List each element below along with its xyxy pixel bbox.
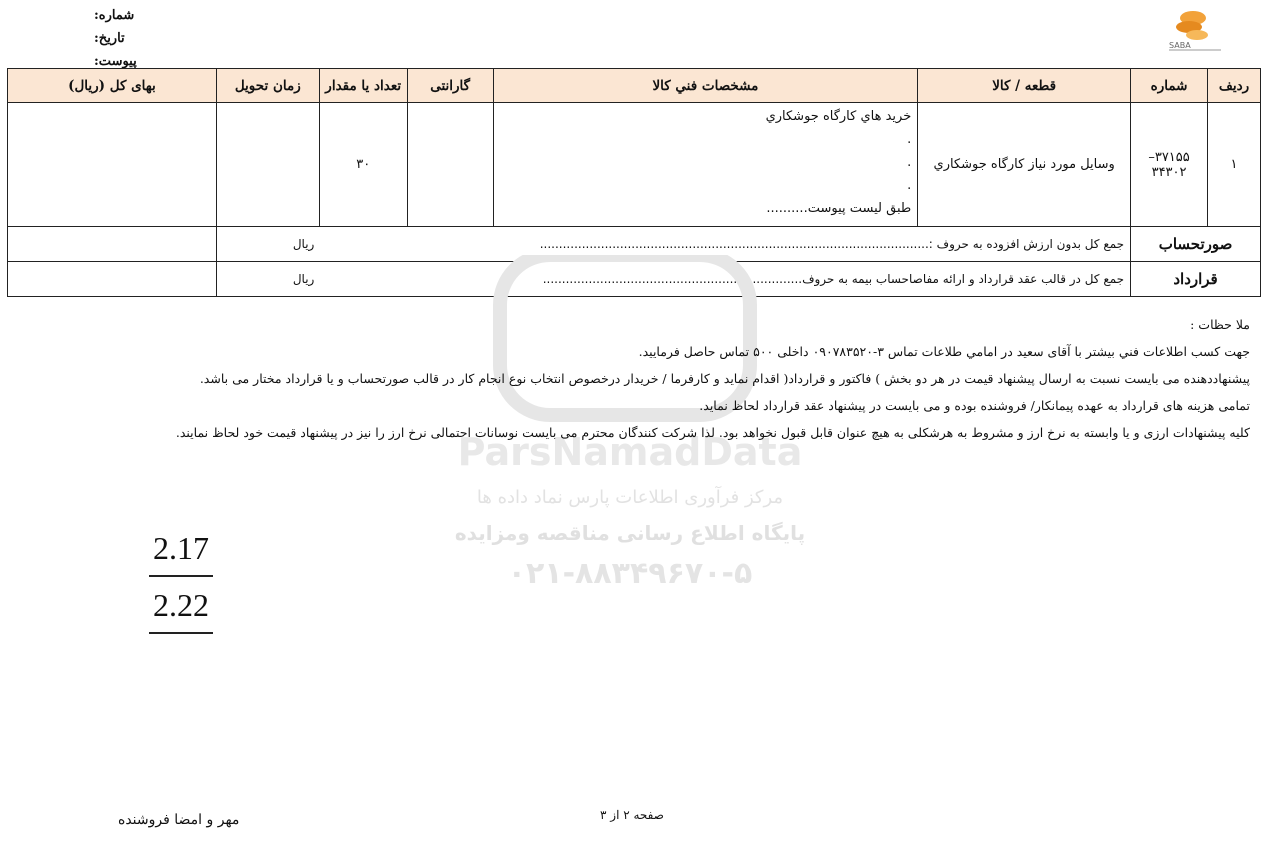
handwritten-number: 2.22 — [149, 587, 213, 634]
col-total: بهای کل (ریال) — [8, 69, 217, 103]
handwritten-number: 2.17 — [149, 530, 213, 577]
spec-line: . — [907, 155, 912, 170]
row-index: ۱ — [1208, 103, 1261, 227]
table-row — [8, 103, 1261, 227]
note-line: جهت كسب اطلاعات فني بيشتر با آقای سعید در امامي طلاعات تماس ۳-۰۹۰۷۸۳۵۲۰ داخلی ۵۰۰ تماس حاصل فرمایید. — [638, 344, 1250, 359]
tender-table — [7, 68, 1261, 297]
row-warranty — [407, 103, 493, 227]
note-line: کلیه پیشنهادات ارزی و یا وابسته به نرخ ارز و مشروط به هرشکلی به هیچ عنوان قابل قبول نخواهد بود. لذا شرکت کنندگان محترم می بایست نوسانات احتمالی نرخ ارز را نیز در پیشنهاد قیمت خود لحاظ نمایند. — [175, 425, 1250, 440]
invoice-empty — [8, 227, 217, 262]
invoice-unit: ریال — [292, 237, 315, 251]
col-number: شماره — [1131, 69, 1208, 103]
contract-text — [216, 262, 1130, 297]
row-total — [8, 103, 217, 227]
contract-row — [8, 262, 1261, 297]
note-line: پیشنهاددهنده می بایست نسبت به ارسال پیشنهاد قیمت در هر دو بخش ) فاکتور و قرارداد( اقدام نماید و کارفرما / خریدار درخصوص انتخاب نوع انجام کار در قالب صورتحساب و یا قرارداد مختار می باشد. — [199, 371, 1250, 386]
seller-signature-label: مهر و امضا فروشنده — [118, 812, 240, 828]
invoice-text — [216, 227, 1130, 262]
row-quantity: ۳۰ — [319, 103, 407, 227]
spec-line: . — [907, 178, 912, 193]
watermark-line2: مرکز فرآوری اطلاعات پارس نماد داده ها — [476, 487, 784, 508]
col-spec: مشخصات فني كالا — [493, 69, 918, 103]
svg-text:SABA: SABA — [1169, 41, 1191, 50]
col-item: قطعه / کالا — [918, 69, 1131, 103]
meta-number: شماره: — [94, 8, 135, 23]
company-logo — [1165, 2, 1225, 66]
page-number: صفحه ۲ از ۳ — [600, 808, 664, 822]
watermark-brand: ParsNamadData — [457, 430, 803, 474]
meta-date: تاریخ: — [94, 31, 125, 46]
contract-empty — [8, 262, 217, 297]
notes-section — [130, 313, 1250, 448]
invoice-row — [8, 227, 1261, 262]
row-delivery — [216, 103, 319, 227]
note-line: تمامی هزینه های قرارداد به عهده پیمانکار/ فروشنده بوده و می بایست در پیشنهاد عقد قرارداد لحاظ نماید. — [699, 398, 1250, 413]
watermark-line3: پایگاه اطلاع رسانی مناقصه ومزایده — [454, 521, 806, 545]
row-number: ۳۷۱۵۵–۳۴۳۰۲ — [1131, 103, 1208, 227]
col-row-index: ردیف — [1208, 69, 1261, 103]
contract-unit: ریال — [292, 272, 315, 286]
invoice-sum-words: جمع کل بدون ارزش افزوده به حروف :...................................................................................................... — [539, 237, 1125, 251]
table-header-row — [8, 69, 1261, 103]
spec-line: . — [907, 132, 912, 147]
notes-title: ملا حظات : — [1190, 317, 1250, 332]
row-spec — [493, 103, 918, 227]
col-quantity: تعداد يا مقدار — [319, 69, 407, 103]
col-delivery: زمان تحويل — [216, 69, 319, 103]
watermark-phone: ۰۲۱-۸۸۳۴۹۶۷۰-۵ — [507, 556, 753, 591]
meta-attachment: پیوست: — [94, 54, 137, 69]
contract-label: قرارداد — [1131, 262, 1261, 297]
contract-sum-words: جمع کل در قالب عقد قرارداد و ارائه مفاصاحساب بیمه به حروف.................................................................... — [542, 272, 1125, 286]
document-meta — [94, 4, 214, 73]
spec-line: طبق ليست پيوست.......... — [766, 201, 912, 216]
row-item: وسايل مورد نياز كارگاه جوشكاري — [918, 103, 1131, 227]
spec-line: خريد هاي كارگاه جوشكاري — [765, 109, 912, 124]
col-warranty: گارانتی — [407, 69, 493, 103]
invoice-label: صورتحساب — [1131, 227, 1261, 262]
